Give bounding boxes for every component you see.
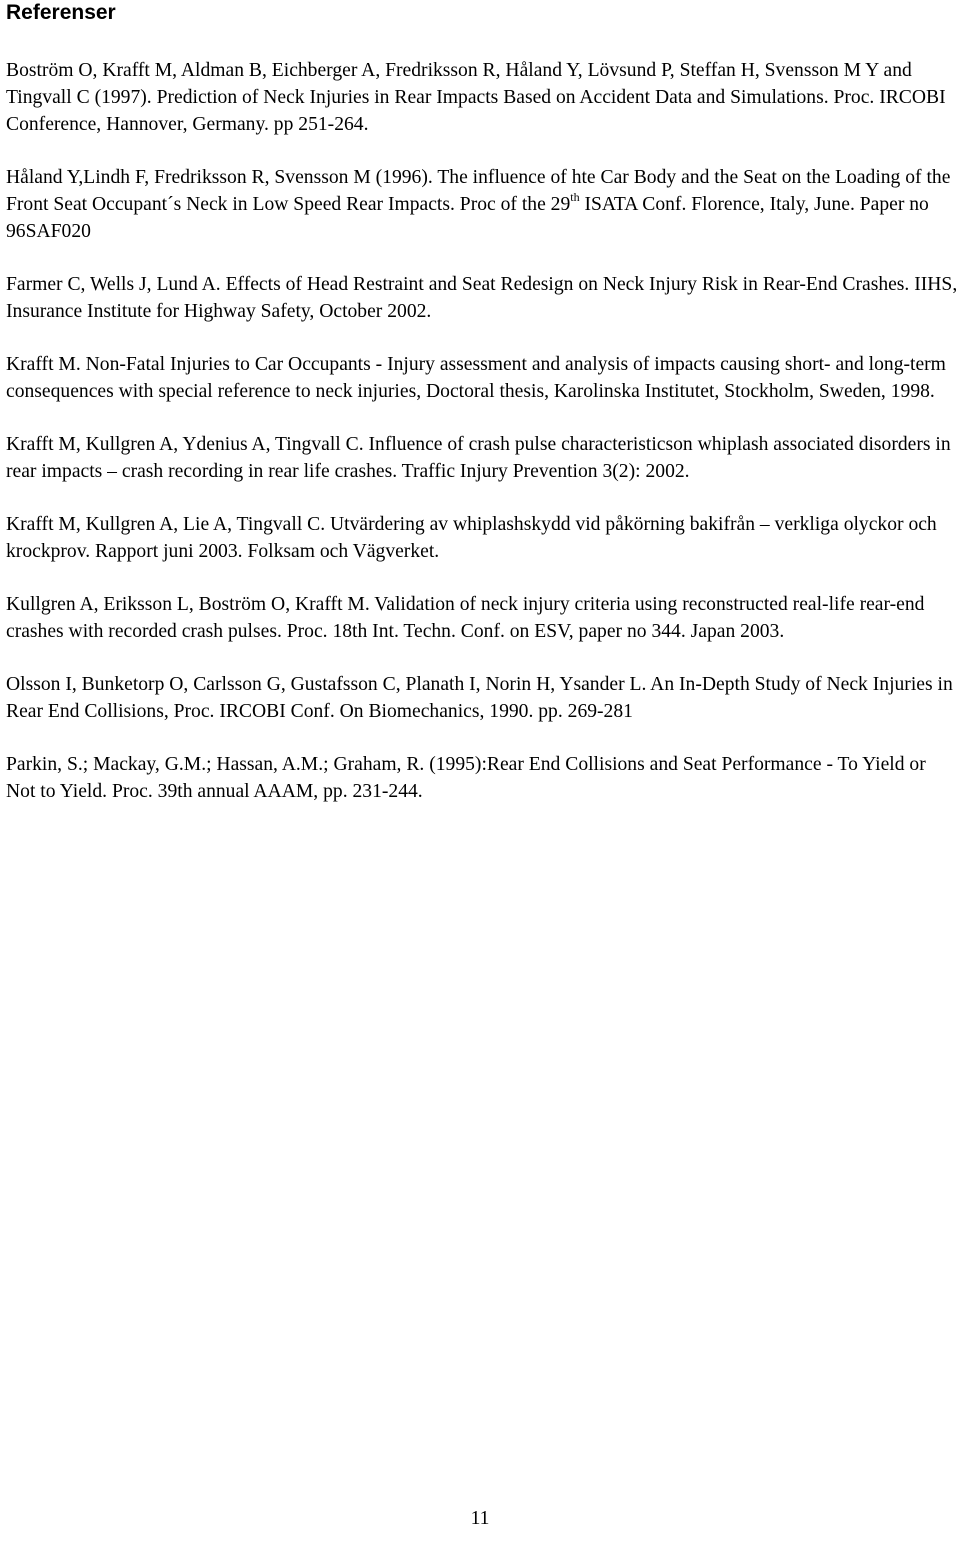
reference-item-bostrom-1997: Boström O, Krafft M, Aldman B, Eichberger A, Fredriksson R, Håland Y, Lövsund P, Steffan H, Svensson M Y and Tingvall C (1997). Prediction of Neck Injuries in Rear Impacts Based on Accident Data and Simulations. Proc. IRCOBI Conference, Hannover, Germany. pp 251-264. [6,60,946,135]
reference-item-krafft-2003: Krafft M, Kullgren A, Lie A, Tingvall C. Utvärdering av whiplashskydd vid påkörning bakifrån – verkliga olyckor och krockprov. Rapport juni 2003. Folksam och Vägverket. [6,514,937,562]
reference-item-farmer-2002: Farmer C, Wells J, Lund A. Effects of Head Restraint and Seat Redesign on Neck Injury Risk in Rear-End Crashes. IIHS, Insurance Institute for Highway Safety, October 2002. [6,274,958,322]
reference-item-parkin-1995: Parkin, S.; Mackay, G.M.; Hassan, A.M.; Graham, R. (1995):Rear End Collisions and Seat Performance - To Yield or Not to Yield. Proc. 39th annual AAAM, pp. 231-244. [6,754,926,802]
reference-text: ISATA Conf. Florence, Italy, June. Paper no 96SAF020 [6,194,929,242]
section-heading: Referenser [6,1,116,24]
reference-list [6,57,958,805]
reference-item-kullgren-2003: Kullgren A, Eriksson L, Boström O, Krafft M. Validation of neck injury criteria using reconstructed real-life rear-end crashes with recorded crash pulses. Proc. 18th Int. Techn. Conf. on ESV, paper no 344. Japan 2003. [6,594,925,642]
reference-item-olsson-1990: Olsson I, Bunketorp O, Carlsson G, Gustafsson C, Planath I, Norin H, Ysander L. An In-Depth Study of Neck Injuries in Rear End Collisions, Proc. IRCOBI Conf. On Biomechanics, 1990. pp. 269-281 [6,674,953,722]
reference-item-krafft-2002: Krafft M, Kullgren A, Ydenius A, Tingvall C. Influence of crash pulse characteristicson whiplash associated disorders in rear impacts – crash recording in rear life crashes. Traffic Injury Prevention 3(2): 2002. [6,434,951,482]
document-page [6,0,958,831]
reference-item-krafft-1998: Krafft M. Non-Fatal Injuries to Car Occupants - Injury assessment and analysis of impacts causing short- and long-term consequences with special reference to neck injuries, Doctoral thesis, Karolinska Institutet, Stockholm, Sweden, 1998. [6,354,946,402]
reference-item-haland-1996 [6,164,958,245]
page-number: 11 [470,1508,490,1529]
ordinal-superscript: th [570,190,580,205]
reference-text: Håland Y,Lindh F, Fredriksson R, Svensson M (1996). The influence of hte Car Body and the Seat on the Loading of the Front Seat Occupant´s Neck in Low Speed Rear Impacts. Proc of the 29 [6,167,951,215]
